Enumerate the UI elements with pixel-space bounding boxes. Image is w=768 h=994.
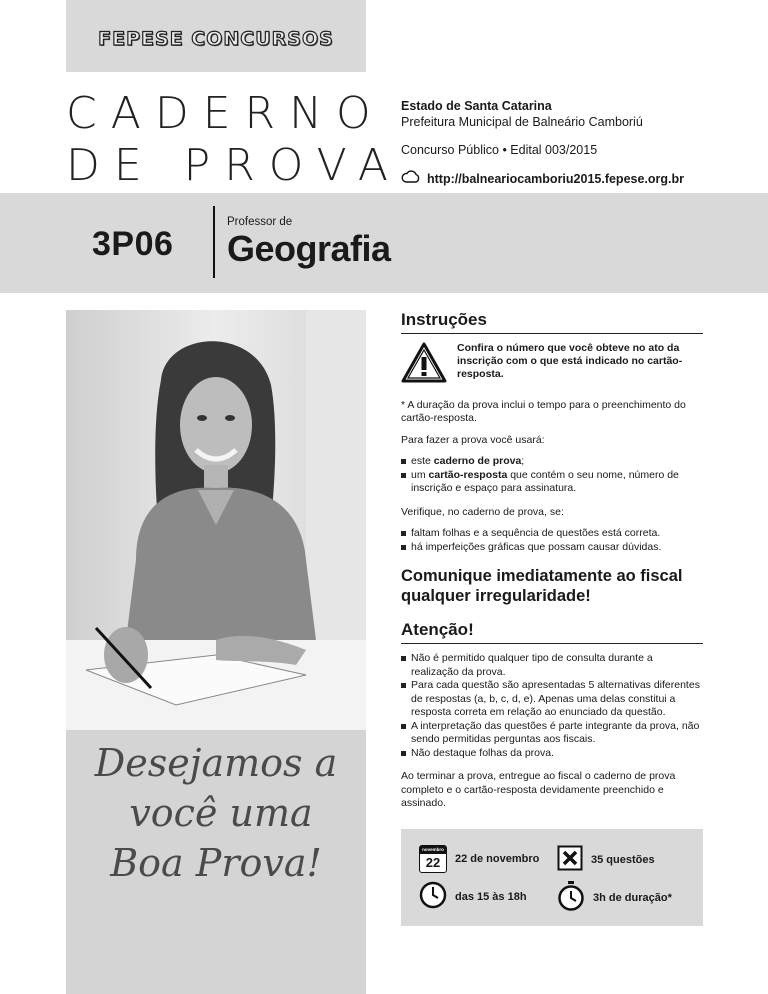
exam-duration: 3h de duração* — [593, 891, 672, 904]
band-divider — [213, 206, 215, 278]
attention-list — [401, 652, 703, 760]
closing-text: Ao terminar a prova, entregue ao fiscal o caderno de prova completo e o cartão-resposta devidamente preenchido e assinado. — [401, 770, 676, 809]
list-item: Para cada questão são apresentadas 5 alternativas diferentes de respostas (a, b, c, d, e). Apenas uma delas constitui a resposta correta em relação ao enunciado da questão. — [401, 679, 703, 720]
warning-icon — [401, 342, 447, 389]
exam-info-box — [401, 829, 703, 926]
duration-note: * A duração da prova inclui o tempo para o preenchimento do cartão-resposta. — [401, 398, 686, 424]
instructions-column — [401, 310, 703, 819]
calendar-icon: novembro 22 — [419, 845, 447, 873]
question-count: 35 questões — [591, 853, 655, 866]
wish-line-3: Boa Prova! — [110, 841, 322, 885]
list-item: este caderno de prova; — [401, 455, 703, 469]
materials-list — [401, 455, 703, 496]
irregularity-callout: Comunique imediatamente ao fiscal qualquer irregularidade! — [401, 567, 683, 605]
exam-time: das 15 às 18h — [455, 890, 527, 903]
materials-intro: Para fazer a prova você usará: — [401, 433, 545, 446]
checks-list — [401, 527, 703, 554]
list-item: Não destaque folhas da prova. — [401, 747, 703, 761]
title-line-2: DE PROVA — [66, 140, 403, 191]
fepese-logo: FEPESE CONCURSOS — [98, 28, 334, 50]
wish-line-2: você uma — [129, 791, 313, 835]
state-name: Estado de Santa Catarina — [401, 99, 552, 113]
date-item — [419, 845, 539, 873]
attention-title: Atenção! — [401, 620, 703, 644]
list-item: A interpretação das questões é parte integrante da prova, não sendo permitidas perguntas aos fiscais. — [401, 720, 703, 747]
check-intro: Verifique, no caderno de prova, se: — [401, 505, 564, 518]
stopwatch-icon — [557, 881, 585, 914]
warning-text: Confira o número que você obteve no ato da inscrição com o que está indicado no cartão-resposta. — [457, 342, 683, 380]
list-item: Não é permitido qualquer tipo de consulta durante a realização da prova. — [401, 652, 703, 679]
time-item — [419, 881, 527, 912]
questions-item — [557, 845, 655, 874]
duration-item — [557, 881, 672, 914]
list-item: há imperfeições gráficas que possam causar dúvidas. — [401, 541, 703, 555]
institution-name: Prefeitura Municipal de Balneário Camboriú — [401, 115, 643, 129]
exam-edital: Concurso Público • Edital 003/2015 — [401, 143, 598, 157]
exam-date: 22 de novembro — [455, 853, 540, 865]
clock-icon — [419, 881, 447, 912]
list-item: faltam folhas e a sequência de questões está correta. — [401, 527, 703, 541]
wish-message — [66, 738, 366, 888]
subject-prefix: Professor de — [227, 216, 293, 228]
checkbox-x-icon — [557, 845, 583, 874]
title-line-1: CADERNO — [66, 88, 385, 139]
wish-line-1: Desejamos a — [94, 741, 338, 785]
photo-panel — [66, 310, 366, 994]
list-item: um cartão-resposta que contém o seu nome, número de inscrição e espaço para assinatura. — [401, 469, 703, 496]
subject-title: Geografia — [227, 228, 391, 269]
header-info — [401, 98, 721, 187]
cloud-icon — [401, 170, 421, 187]
woman-writing-photo — [66, 310, 366, 730]
warning-row — [401, 342, 703, 389]
logo-block — [66, 0, 366, 72]
url-row — [401, 170, 721, 187]
exam-code: 3P06 — [92, 225, 174, 263]
instructions-title: Instruções — [401, 310, 703, 334]
website-link[interactable]: http://balneariocamboriu2015.fepese.org.br — [427, 171, 685, 186]
